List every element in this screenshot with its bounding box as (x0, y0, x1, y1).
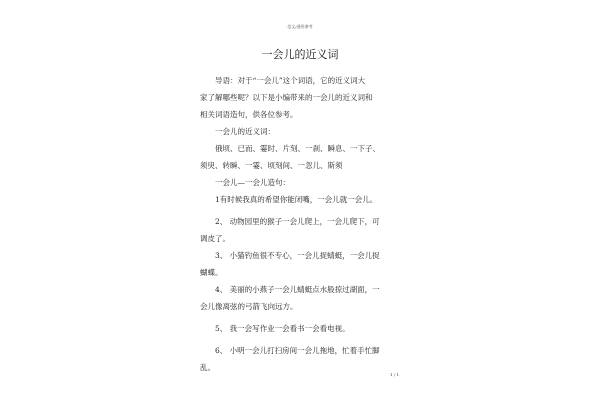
list-item (200, 191, 405, 208)
item-text: 我一会写作业一会看书一会看电视。 (229, 324, 350, 333)
intro-line-1: 导语：对于“一会儿”这个词语，它的近义词大 (215, 76, 366, 85)
document-body (200, 72, 405, 376)
list-item (200, 342, 405, 359)
list-item (200, 213, 405, 230)
synonyms-line-1: 俄顷、已而、霎时、片刻、一刹、瞬息、一下子、 (215, 144, 380, 153)
page-header: 范文/通用参考 (287, 24, 313, 29)
item-continuation: 调皮了。 (200, 234, 230, 243)
item-number: 3、 (215, 251, 228, 260)
item-number: 4、 (215, 285, 228, 294)
item-text: 小猫钓鱼很不专心，一会儿捉蜻蜓，一会儿捉 (229, 251, 380, 260)
item-text: 动物园里的猴子一会儿爬上，一会儿爬下，可 (229, 217, 380, 226)
item-text: 有时候我真的希望你能闭嘴，一会儿就一会儿。 (219, 195, 378, 204)
page-number: 1 / 1 (390, 372, 399, 377)
page-title: 一会儿的近义词 (261, 48, 339, 61)
item-continuation: 乱。 (200, 363, 215, 372)
item-continuation: 蝴蝶。 (200, 268, 223, 277)
item-number: 5、 (215, 324, 228, 333)
intro-line-2: 家了解哪些呢？以下是小编带来的一会儿的近义词和 (200, 93, 373, 102)
synonyms-heading: 一会儿的近义词： (215, 127, 275, 136)
sentences-heading: 一会儿—一会儿造句： (215, 178, 290, 187)
item-text: 小明一会儿打扫房间一会儿拖地，忙着手忙脚 (229, 346, 380, 355)
intro-line-3: 相关词语造句，供各位参考。 (200, 110, 298, 119)
synonyms-line-2: 须臾、转瞬、一霎、顷刻间、一忽儿、斯须 (200, 161, 343, 170)
list-item (200, 247, 405, 264)
item-continuation: 会儿像离弦的弓箭飞向远方。 (200, 302, 298, 311)
list-item (200, 281, 405, 298)
item-text: 美丽的小燕子一会儿蜻蜓点水般掠过湖面，一 (229, 285, 380, 294)
item-number: 6、 (215, 346, 228, 355)
list-item (200, 320, 405, 337)
item-number: 1 (215, 195, 220, 204)
item-number: 2、 (215, 217, 228, 226)
